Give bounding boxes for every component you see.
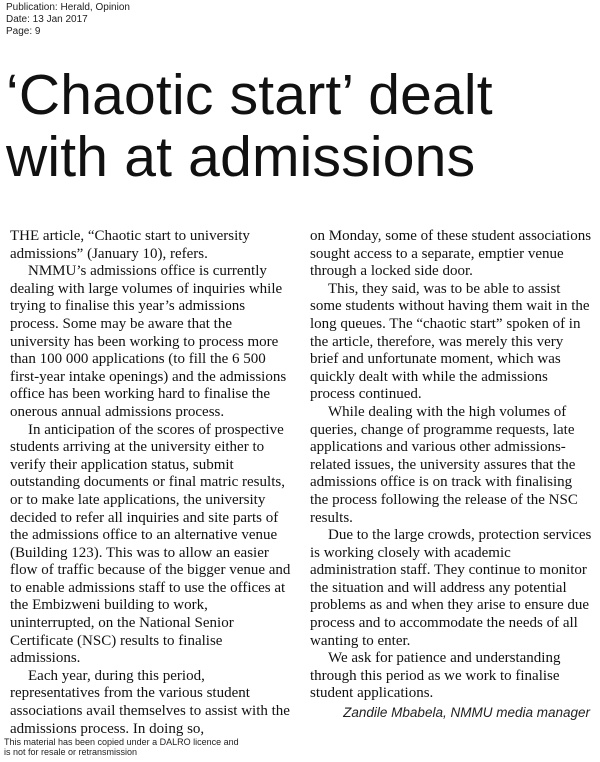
publication-metadata	[6, 2, 130, 38]
licence-line-2: is not for resale or retransmission	[4, 747, 138, 757]
author-byline: Zandile Mbabela, NMMU media manager	[343, 705, 590, 720]
paragraph: THE article, “Chaotic start to university admissions” (January 10), refers.	[10, 228, 250, 262]
paragraph: While dealing with the high volumes of queries, change of programme requests, late applications and various other admissions-related issues, the university assures that the admissions office is on track with finalising the process following the release of the NSC results.	[310, 403, 578, 526]
licence-notice	[4, 737, 239, 757]
paragraph: This, they said, was to be able to assist some students without having them wait in the long queues. The “chaotic start” spoken of in the article, therefore, was merely this very brief and unfortunate moment, which was quickly dealt with while the admissions process continued.	[310, 280, 590, 403]
article-body	[10, 228, 592, 738]
article-column-1	[10, 228, 292, 738]
headline-line-2: with at admissions	[6, 125, 476, 189]
paragraph: We ask for patience and understanding through this period as we work to finalise student applications.	[310, 650, 561, 702]
paragraph: NMMU’s admissions office is currently dealing with large volumes of inquiries while trying to finalise this year’s admissions process. Some may be aware that the university has been working to process more than 100 000 applications (to fill the 6 500 first-year intake openings) and the admissions office has been working hard to finalise the onerous annual admissions process.	[10, 263, 287, 420]
paragraph: Each year, during this period, representatives from the various student associations avail themselves to assist with the admissions process. In doing so,	[10, 667, 290, 737]
paragraph: on Monday, some of these student associations sought access to a separate, emptier venue through a locked side door.	[310, 228, 592, 280]
page-label: Page: 9	[6, 26, 41, 37]
licence-line-1: This material has been copied under a DALRO licence and	[4, 737, 239, 747]
publication-label: Publication: Herald, Opinion	[6, 2, 130, 13]
article-headline	[6, 64, 596, 188]
paragraph: In anticipation of the scores of prospective students arriving at the university either to verify their application status, submit outstanding documents or final matric results, or to make late applications, the university decided to refer all inquiries and site parts of the admissions office to an alternative venue (Building 123). This was to allow an easier flow of traffic because of the bigger venue and to enable admissions staff to use the offices at the Embizweni building to work, uninterrupted, on the National Senior Certificate (NSC) results to finalise admissions.	[10, 421, 291, 667]
paragraph: Due to the large crowds, protection services is working closely with academic administration staff. They continue to monitor the situation and will address any potential problems as and when they arise to ensure due process and to accommodate the needs of all wanting to enter.	[310, 527, 592, 649]
article-column-2	[310, 228, 592, 738]
date-label: Date: 13 Jan 2017	[6, 14, 88, 25]
headline-line-1: ‘Chaotic start’ dealt	[6, 63, 493, 127]
